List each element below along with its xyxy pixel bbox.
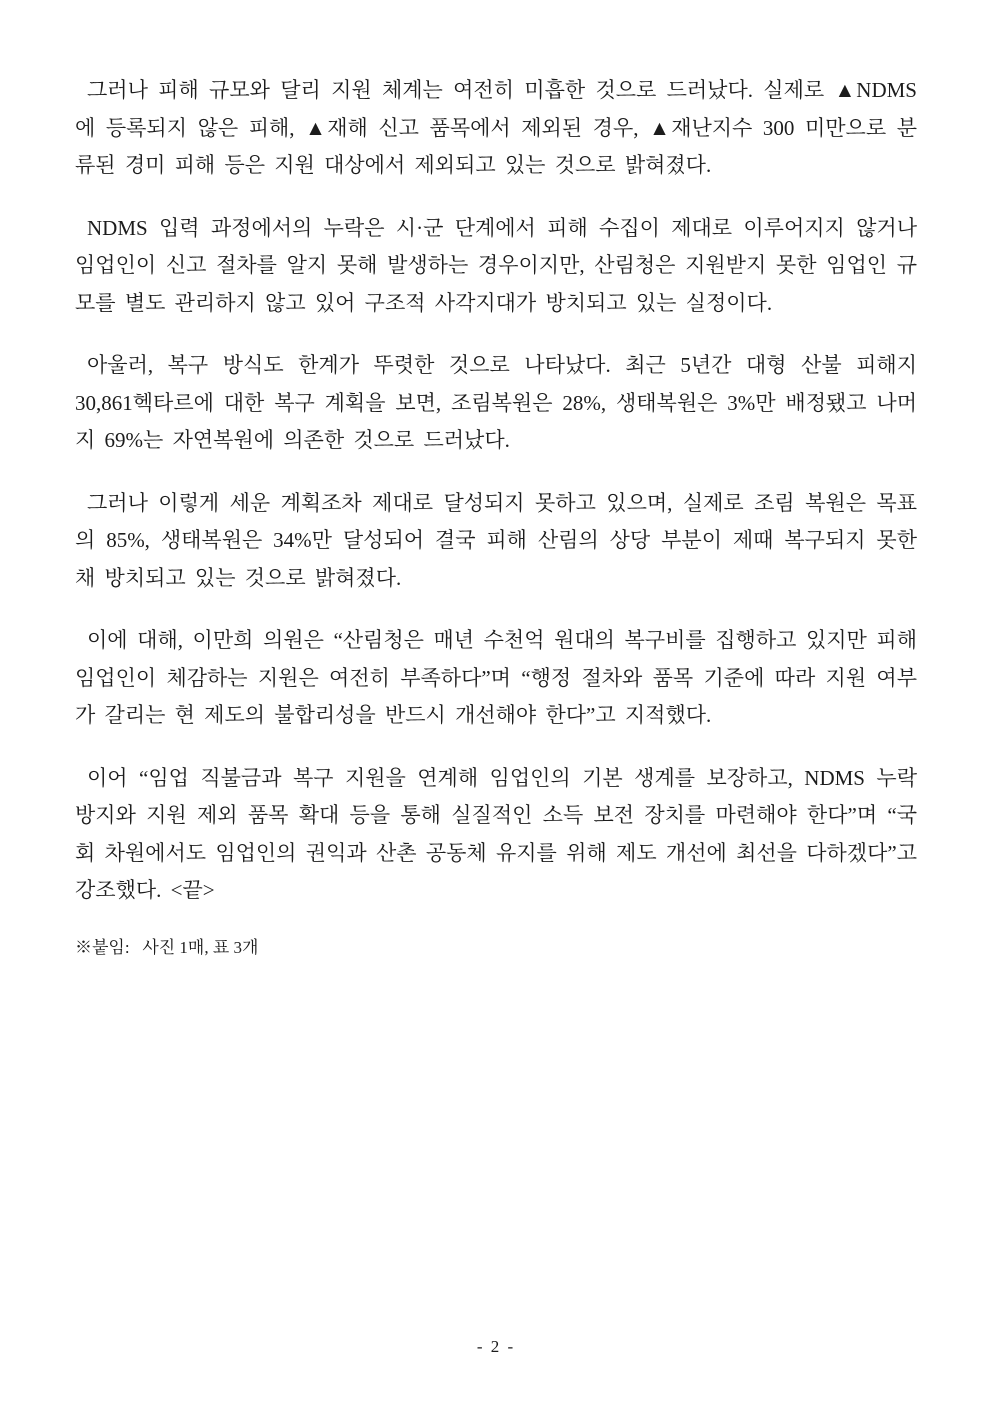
document-body xyxy=(75,72,917,961)
body-paragraph: 그러나 피해 규모와 달리 지원 체계는 여전히 미흡한 것으로 드러났다. 실제로 ▲NDMS에 등록되지 않은 피해, ▲재해 신고 품목에서 제외된 경우, ▲재난지수 300 미만으로 분류된 경미 피해 등은 지원 대상에서 제외되고 있는 것으로 밝혀졌다. xyxy=(75,78,917,177)
body-paragraph: 그러나 이렇게 세운 계획조차 제대로 달성되지 못하고 있으며, 실제로 조림 복원은 목표의 85%, 생태복원은 34%만 달성되어 결국 피해 산림의 상당 부분이 제때 복구되지 못한 채 방치되고 있는 것으로 밝혀졌다. xyxy=(75,490,917,590)
attachment-note: ※붙임: 사진 1매, 표 3개 xyxy=(75,937,259,957)
page-number: - 2 - xyxy=(476,1337,516,1356)
body-paragraph: 아울러, 복구 방식도 한계가 뚜렷한 것으로 나타났다. 최근 5년간 대형 산불 피해지 30,861헥타르에 대한 복구 계획을 보면, 조림복원은 28%, 생태복원은 3%만 배정됐고 나머지 69%는 자연복원에 의존한 것으로 드러났다. xyxy=(75,353,917,452)
body-paragraph: 이에 대해, 이만희 의원은 “산림청은 매년 수천억 원대의 복구비를 집행하고 있지만 피해 임업인이 체감하는 지원은 여전히 부족하다”며 “행정 절차와 품목 기준에 따라 지원 여부가 갈리는 현 제도의 불합리성을 반드시 개선해야 한다”고 지적했다. xyxy=(75,628,917,727)
body-paragraph: NDMS 입력 과정에서의 누락은 시·군 단계에서 피해 수집이 제대로 이루어지지 않거나 임업인이 신고 절차를 알지 못해 발생하는 경우이지만, 산림청은 지원받지 못한 임업인 규모를 별도 관리하지 않고 있어 구조적 사각지대가 방치되고 있는 실정이다. xyxy=(75,215,917,315)
body-paragraph: 이어 “임업 직불금과 복구 지원을 연계해 임업인의 기본 생계를 보장하고, NDMS 누락 방지와 지원 제외 품목 확대 등을 통해 실질적인 소득 보전 장치를 마련해야 한다”며 “국회 차원에서도 임업인의 권익과 산촌 공동체 유지를 위해 제도 개선에 최선을 다하겠다”고 강조했다. <끝> xyxy=(75,765,917,902)
